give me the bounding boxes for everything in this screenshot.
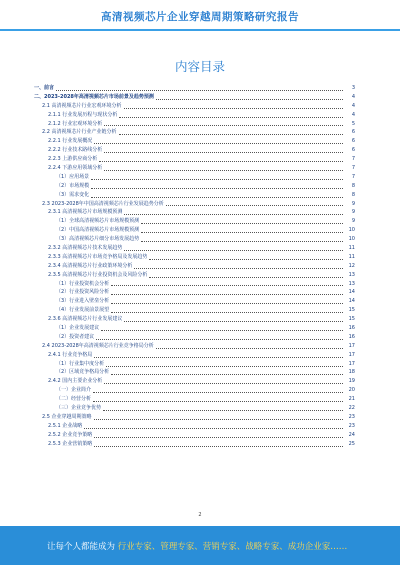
toc-leader-dots [134, 268, 343, 269]
toc-leader-dots [149, 259, 343, 260]
toc-entry-label: 2.3.3 高清视频芯片市场竞争格局及发展趋势 [48, 253, 148, 260]
toc-leader-dots [104, 170, 343, 171]
toc-entry[interactable] [34, 315, 355, 324]
toc-entry-page: 9 [351, 200, 355, 207]
toc-entry-page: 13 [348, 271, 355, 278]
toc-entry[interactable] [34, 217, 355, 226]
toc-leader-dots [124, 250, 343, 251]
toc-entry[interactable] [34, 386, 355, 395]
toc-entry-label: 2.3.4 高清视频芯片行业政策环境分析 [48, 262, 133, 269]
toc-entry-page: 4 [351, 93, 355, 100]
toc-entry-page: 17 [348, 342, 355, 349]
toc-leader-dots [111, 285, 343, 286]
toc-leader-dots [141, 223, 343, 224]
toc-leader-dots [106, 366, 343, 367]
toc-entry-page: 8 [351, 182, 355, 189]
toc-leader-dots [84, 428, 343, 429]
toc-leader-dots [141, 232, 343, 233]
toc-entry-label: （1）行业投资机会分析 [56, 280, 110, 287]
toc-entry-page: 10 [348, 236, 355, 243]
toc-entry-page: 14 [348, 298, 355, 305]
toc-entry[interactable] [34, 440, 355, 449]
toc-entry-page: 7 [351, 165, 355, 171]
toc-leader-dots [111, 312, 343, 313]
toc-entry-label: （1）应用场景 [56, 173, 90, 180]
toc-entry[interactable] [34, 280, 355, 289]
toc-entry-page: 14 [348, 289, 355, 296]
toc-leader-dots [93, 401, 343, 402]
footer-banner [0, 526, 400, 565]
toc-leader-dots [111, 294, 343, 295]
toc-entry-label: 2.2 高清视频芯片行业产业链分析 [42, 129, 117, 136]
toc-entry-label: （3）行业进入壁垒分析 [56, 298, 110, 305]
toc-leader-dots [111, 303, 343, 304]
toc-entry[interactable] [34, 164, 355, 173]
toc-entry-label: 2.5.1 企业战略 [48, 422, 83, 429]
toc-leader-dots [94, 437, 343, 438]
toc-entry[interactable] [34, 324, 355, 333]
toc-entry[interactable] [34, 262, 355, 271]
toc-entry[interactable] [34, 244, 355, 253]
toc-entry-page: 16 [348, 325, 355, 332]
toc-entry-page: 19 [348, 378, 355, 385]
toc-entry-page: 8 [351, 191, 355, 198]
toc-entry-page: 9 [351, 218, 355, 225]
toc-entry[interactable] [34, 377, 355, 386]
toc-leader-dots [93, 392, 343, 393]
toc-entry-label: （3）需求变化 [56, 191, 90, 198]
toc-entry-label: 2.3.2 高清视频芯片技术发展趋势 [48, 245, 123, 252]
toc-entry-label: 2.2.2 行业技术路线分析 [48, 147, 103, 154]
toc-entry[interactable] [34, 422, 355, 431]
toc-entry[interactable] [34, 342, 355, 351]
toc-entry-page: 9 [351, 209, 355, 216]
toc-entry-page: 15 [348, 316, 355, 323]
toc-entry-label: 2.1 高清视频芯片行业宏观环境分析 [42, 102, 122, 109]
header-divider [0, 29, 400, 31]
toc-entry[interactable] [34, 102, 355, 111]
toc-entry-label: 2.3.5 高清视频芯片行业投资机会及风险分析 [48, 271, 148, 278]
footer-slogan-prefix: 让每个人都能成为 [47, 542, 116, 552]
toc-leader-dots [104, 125, 343, 126]
toc-entry[interactable] [34, 288, 355, 297]
toc-entry-page: 6 [351, 147, 355, 154]
toc-entry[interactable] [34, 182, 355, 191]
toc-entry-label: 二、2023-2028年高清视频芯片市场前景及趋势预测 [34, 93, 154, 100]
toc-entry-label: （1）企业发展建议 [56, 325, 100, 332]
toc-entry[interactable] [34, 111, 355, 120]
toc-entry[interactable] [34, 413, 355, 422]
toc-leader-dots [99, 161, 343, 162]
toc-entry-page: 10 [348, 227, 355, 234]
toc-entry-label: 2.4 2023-2028年高清视频芯片行业竞争格局分析 [42, 342, 154, 349]
toc-entry-page: 21 [348, 396, 355, 403]
toc-entry-page: 6 [351, 138, 355, 145]
toc-leader-dots [101, 330, 343, 331]
toc-leader-dots [56, 90, 343, 91]
toc-entry-page: 17 [348, 360, 355, 367]
toc-leader-dots [103, 410, 343, 411]
toc-entry-label: 2.3.6 高清视频芯片行业发展建议 [48, 316, 123, 323]
toc-entry-page: 15 [348, 307, 355, 314]
toc-entry[interactable] [34, 208, 355, 217]
footer-slogan [47, 540, 347, 552]
toc-entry-label: 2.4.1 行业竞争格局 [48, 351, 93, 358]
toc-entry[interactable] [34, 360, 355, 369]
toc-leader-dots [156, 99, 343, 100]
toc-entry-page: 23 [348, 422, 355, 429]
toc-entry-label: （2）区域竞争格局分析 [56, 369, 110, 376]
toc-entry-page: 7 [351, 156, 355, 163]
toc-entry-label: 2.4.2 国内主要企业分析 [48, 378, 103, 385]
toc-entry-label: 一、前言 [34, 84, 55, 91]
toc-entry[interactable] [34, 351, 355, 360]
toc-entry-label: 2.1.2 行业宏观环境分析 [48, 120, 103, 127]
toc-entry[interactable] [34, 253, 355, 262]
toc-entry-label: 2.1.1 行业发展历程与现状分析 [48, 111, 118, 118]
page-header [0, 0, 400, 30]
toc-entry-page: 11 [348, 253, 355, 260]
toc-entry-label: 2.5.2 企业竞争策略 [48, 431, 93, 438]
toc-entry-page: 5 [351, 120, 355, 127]
toc-entry[interactable] [34, 191, 355, 200]
toc-leader-dots [91, 188, 343, 189]
toc-entry-label: 2.5.3 企业营销策略 [48, 440, 93, 447]
toc-leader-dots [94, 143, 343, 144]
toc-entry-label: 2.2.3 上游供应商分析 [48, 156, 98, 163]
toc-entry-label: （二）经营分析 [56, 396, 92, 403]
toc-entry-page: 23 [348, 413, 355, 420]
table-of-contents [34, 84, 355, 449]
toc-entry[interactable] [34, 226, 355, 235]
toc-entry[interactable] [34, 84, 355, 93]
toc-leader-dots [156, 348, 343, 349]
toc-entry[interactable] [34, 137, 355, 146]
toc-leader-dots [104, 383, 343, 384]
toc-entry-page: 20 [348, 387, 355, 394]
toc-entry-page: 25 [348, 440, 355, 447]
toc-entry-page: 13 [348, 280, 355, 287]
toc-leader-dots [124, 321, 343, 322]
toc-entry[interactable] [34, 431, 355, 440]
toc-entry-page: 24 [348, 431, 355, 438]
toc-entry-label: （2）市场规模 [56, 182, 90, 189]
toc-leader-dots [141, 241, 343, 242]
toc-entry[interactable] [34, 235, 355, 244]
toc-leader-dots [119, 134, 343, 135]
toc-entry-label: 2.3.1 高清视频芯片市场规模预测 [48, 209, 123, 216]
toc-entry[interactable] [34, 146, 355, 155]
toc-entry[interactable] [34, 306, 355, 315]
page-number: 2 [198, 512, 202, 518]
toc-entry-page: 16 [348, 333, 355, 340]
toc-entry[interactable] [34, 404, 355, 413]
toc-entry-page: 22 [348, 405, 355, 412]
toc-entry-page: 18 [348, 369, 355, 376]
toc-entry-label: （2）中国高清视频芯片市场规模预测 [56, 227, 140, 234]
toc-entry-page: 12 [348, 262, 355, 269]
toc-entry-label: （3）高清视频芯片细分市场发展趋势 [56, 236, 140, 243]
toc-entry[interactable] [34, 120, 355, 129]
toc-entry-label: 2.2.4 下游应用领域分析 [48, 165, 103, 171]
toc-leader-dots [124, 108, 343, 109]
toc-leader-dots [91, 179, 343, 180]
toc-entry-label: （一）企业简介 [56, 387, 92, 394]
toc-leader-dots [111, 374, 343, 375]
toc-entry[interactable] [34, 155, 355, 164]
toc-entry[interactable] [34, 93, 355, 102]
toc-leader-dots [94, 446, 343, 447]
toc-entry-page: 11 [348, 245, 355, 252]
toc-entry-label: （2）投资者建议 [56, 333, 95, 340]
toc-entry-label: （1）全球高清视频芯片市场规模预测 [56, 218, 140, 225]
toc-leader-dots [94, 419, 343, 420]
toc-entry[interactable] [34, 369, 355, 378]
toc-entry-page: 6 [351, 129, 355, 136]
toc-entry-label: （1）行业集中度分析 [56, 360, 105, 367]
toc-leader-dots [94, 357, 343, 358]
toc-entry-label: 2.3 2023-2028年中国高清视频芯片行业发展趋势分析 [42, 200, 164, 207]
toc-entry-label: （2）行业投资风险分析 [56, 289, 110, 296]
toc-entry[interactable] [34, 297, 355, 306]
report-title: 高清视频芯片企业穿越周期策略研究报告 [101, 11, 299, 23]
footer-slogan-highlight: 行业专家、管理专家、营销专家、战略专家、成功企业家…… [117, 542, 348, 552]
toc-entry[interactable] [34, 271, 355, 280]
toc-leader-dots [91, 197, 343, 198]
toc-entry-label: 2.2.1 行业发展概况 [48, 138, 93, 145]
toc-entry[interactable] [34, 128, 355, 137]
toc-leader-dots [119, 117, 343, 118]
toc-entry-page: 7 [351, 173, 355, 180]
toc-entry-label: 2.5 企业穿越周期策略 [42, 413, 92, 420]
toc-entry[interactable] [34, 395, 355, 404]
toc-leader-dots [166, 205, 343, 206]
toc-entry-page: 4 [351, 111, 355, 118]
toc-entry[interactable] [34, 173, 355, 182]
toc-entry-label: （4）行业发展前景展望 [56, 307, 110, 314]
toc-entry-page: 3 [351, 84, 355, 91]
toc-entry-label: （三）企业竞争优势 [56, 405, 102, 412]
toc-entry-page: 4 [351, 102, 355, 109]
toc-leader-dots [149, 277, 343, 278]
toc-entry[interactable] [34, 200, 355, 209]
toc-heading: 内容目录 [174, 59, 225, 74]
toc-leader-dots [104, 152, 343, 153]
toc-leader-dots [96, 339, 343, 340]
toc-entry[interactable] [34, 333, 355, 342]
toc-entry-page: 17 [348, 351, 355, 358]
toc-leader-dots [124, 214, 343, 215]
